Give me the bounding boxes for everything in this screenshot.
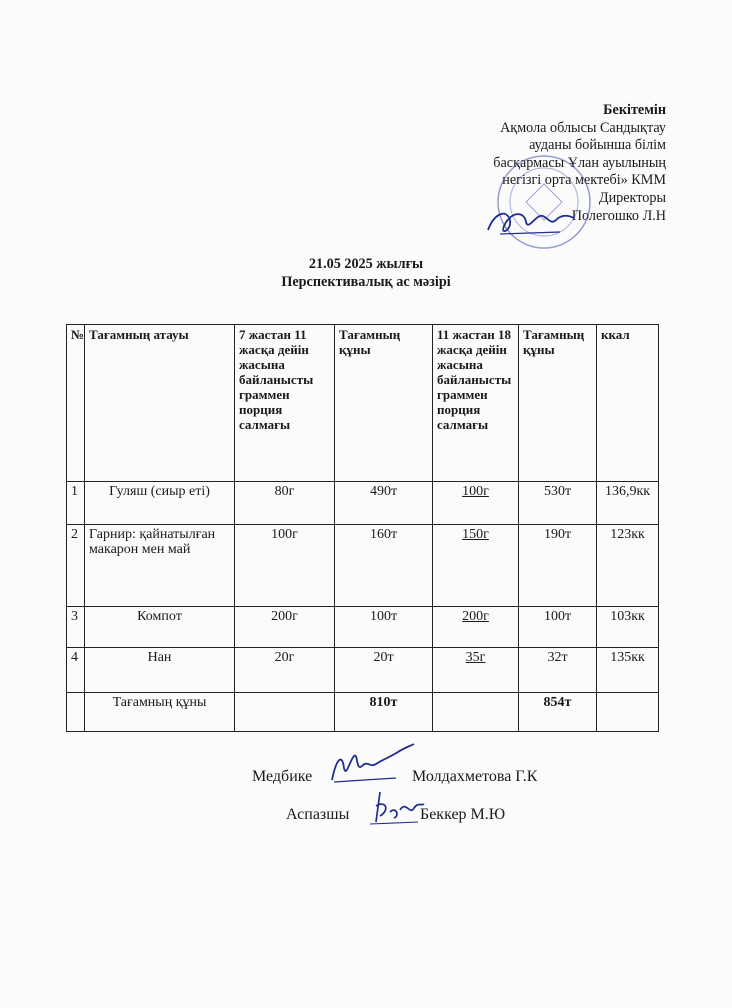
cell-weight-7-11: 100г: [235, 525, 335, 607]
cook-name: Беккер М.Ю: [420, 806, 506, 823]
total-label: Тағамның құны: [85, 693, 235, 732]
header-kcal: ккал: [597, 325, 659, 482]
cook-name-row: [420, 806, 505, 824]
cell-weight-11-18: 200г: [433, 607, 519, 648]
cell-kcal: 135кк: [597, 648, 659, 693]
cell-price-11-18: 530т: [519, 482, 597, 525]
cell-weight-11-18: 150г: [433, 525, 519, 607]
header-weight-7-11: 7 жастан 11 жасқа дейін жасына байланысты граммен порция салмағы: [235, 325, 335, 482]
cell-weight-7-11: 200г: [235, 607, 335, 648]
table-row: [67, 648, 659, 693]
cell-price-11-18: 32т: [519, 648, 597, 693]
approval-signatory: Полегошко Л.Н: [571, 207, 666, 224]
cell-dish-name: Гарнир: қайнатылған макарон мен май: [85, 525, 235, 607]
approval-line: негізгі орта мектебі» КММ: [502, 172, 666, 189]
header-dish-name: Тағамның атауы: [85, 325, 235, 482]
approval-heading: Бекітемін: [603, 102, 666, 118]
cell-number: 1: [67, 482, 85, 525]
director-signature: [480, 196, 580, 246]
nurse-signature-row: [252, 768, 312, 786]
approval-line: Ақмола облысы Сандықтау: [500, 119, 666, 136]
nurse-signature: [326, 738, 416, 788]
table-row: [67, 525, 659, 607]
cook-signature: [366, 786, 426, 830]
cell-price-11-18: 100т: [519, 607, 597, 648]
cell-empty: [67, 693, 85, 732]
cell-empty: [433, 693, 519, 732]
cell-dish-name: Компот: [85, 607, 235, 648]
header-number: №: [67, 325, 85, 482]
approval-line: басқармасы Ұлан ауылының: [493, 154, 666, 171]
cell-price-7-11: 100т: [335, 607, 433, 648]
cook-role: Аспазшы: [286, 806, 350, 823]
cell-empty: [597, 693, 659, 732]
cell-price-7-11: 20т: [335, 648, 433, 693]
cell-dish-name: Нан: [85, 648, 235, 693]
table-row: [67, 482, 659, 525]
nurse-role: Медбике: [252, 768, 313, 785]
document-title: Перспективалық ас мәзірі: [281, 274, 451, 290]
approval-line: ауданы бойынша білім: [529, 137, 666, 154]
header-price-7-11: Тағамның құны: [335, 325, 433, 482]
cell-price-7-11: 490т: [335, 482, 433, 525]
total-price-11-18: 854т: [519, 693, 597, 732]
table-row: [67, 607, 659, 648]
cell-number: 4: [67, 648, 85, 693]
table-total-row: [67, 693, 659, 732]
approval-line: Директоры: [598, 189, 666, 206]
cell-number: 3: [67, 607, 85, 648]
cell-weight-11-18: 100г: [433, 482, 519, 525]
header-price-11-18: Тағамның құны: [519, 325, 597, 482]
nurse-name-row: [412, 768, 537, 786]
cell-kcal: 103кк: [597, 607, 659, 648]
cook-signature-row: [286, 806, 349, 824]
cell-weight-11-18: 35г: [433, 648, 519, 693]
document-date: 21.05 2025 жылғы: [308, 256, 424, 272]
cell-kcal: 123кк: [597, 525, 659, 607]
cell-empty: [235, 693, 335, 732]
cell-number: 2: [67, 525, 85, 607]
cell-kcal: 136,9кк: [597, 482, 659, 525]
cell-price-11-18: 190т: [519, 525, 597, 607]
cell-weight-7-11: 80г: [235, 482, 335, 525]
table-header-row: [67, 325, 659, 482]
cell-price-7-11: 160т: [335, 525, 433, 607]
menu-table: [66, 324, 659, 732]
total-price-7-11: 810т: [335, 693, 433, 732]
cell-weight-7-11: 20г: [235, 648, 335, 693]
cell-dish-name: Гуляш (сиыр еті): [85, 482, 235, 525]
nurse-name: Молдахметова Г.К: [412, 768, 538, 785]
header-weight-11-18: 11 жастан 18 жасқа дейін жасына байланысты граммен порция салмағы: [433, 325, 519, 482]
